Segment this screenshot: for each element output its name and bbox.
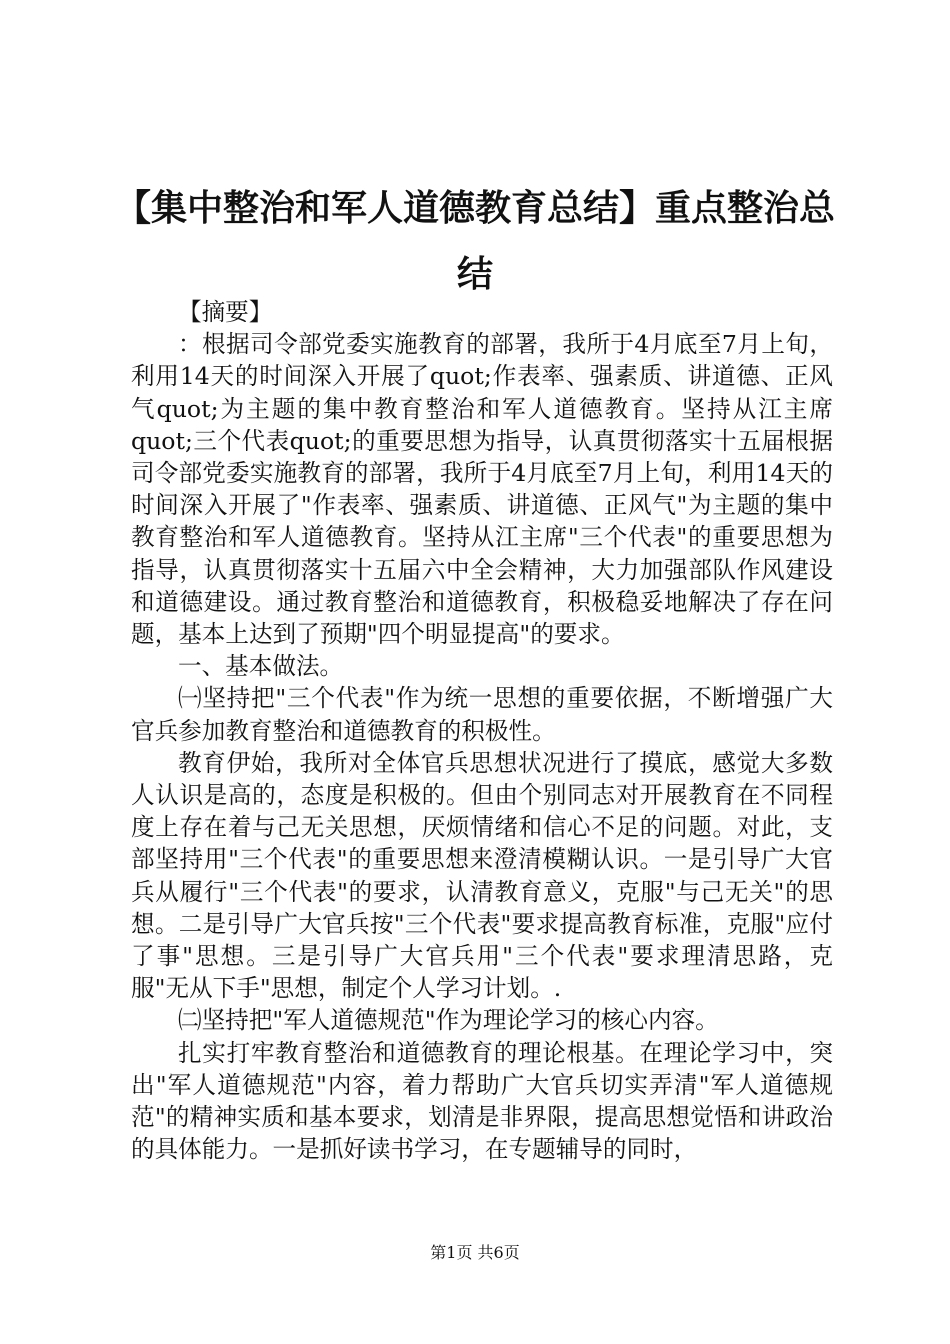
subsection-heading: ㈡坚持把"军人道德规范"作为理论学习的核心内容。 [178,1006,719,1035]
abstract-label: 【摘要】 [178,298,273,326]
document-title: 【集中整治和军人道德教育总结】重点整治总结 [114,188,835,295]
body-paragraph: 教育伊始，我所对全体官兵思想状况进行了摸底，感觉大多数人认识是高的，态度是积极的。但由个别同志对开展教育在不同程度上存在着与己无关思想，厌烦情绪和信心不足的问题。对此，支部坚持用"三个代表"的重要思想来澄清模糊认识。一是引导广大官兵从履行"三个代表"的要求，认清教育意义，克服"与己无关"的思想。二是引导广大官兵按"三个代表"要求提高教育标准，克服"应付了事"思想。三是引导广大官兵用"三个代表"要求理清思路，克服"无从下手"思想，制定个人学习计划。. [131,748,833,1003]
subsection-heading: ㈠坚持把"三个代表"作为统一思想的重要依据，不断增强广大官兵参加教育整治和道德教育的积极性。 [131,684,833,745]
page-footer: 第1页 共6页 [430,1243,520,1262]
section-heading: 一、基本做法。 [178,652,344,681]
abstract-paragraph: ：根据司令部党委实施教育的部署，我所于4月底至7月上旬，利用14天的时间深入开展了quot;作表率、强素质、讲道德、正风气quot;为主题的集中教育整治和军人道德教育。坚持从江主席quot;三个代表quot;的重要思想为指导，认真贯彻落实十五届根据司令部党委实施教育的部署，我所于4月底至7月上旬，利用14天的时间深入开展了"作表率、强素质、讲道德、正风气"为主题的集中教育整治和军人道德教育。坚持从江主席"三个代表"的重要思想为指导，认真贯彻落实十五届六中全会精神，大力加强部队作风建设和道德建设。通过教育整治和道德教育，积极稳妥地解决了存在问题，基本上达到了预期"四个明显提高"的要求。 [131,330,833,649]
body-paragraph: 扎实打牢教育整治和道德教育的理论根基。在理论学习中，突出"军人道德规范"内容，着力帮助广大官兵切实弄清"军人道德规范"的精神实质和基本要求，划清是非界限，提高思想觉悟和讲政治的具体能力。一是抓好读书学习，在专题辅导的同时， [131,1038,833,1164]
document-body [131,296,833,1165]
